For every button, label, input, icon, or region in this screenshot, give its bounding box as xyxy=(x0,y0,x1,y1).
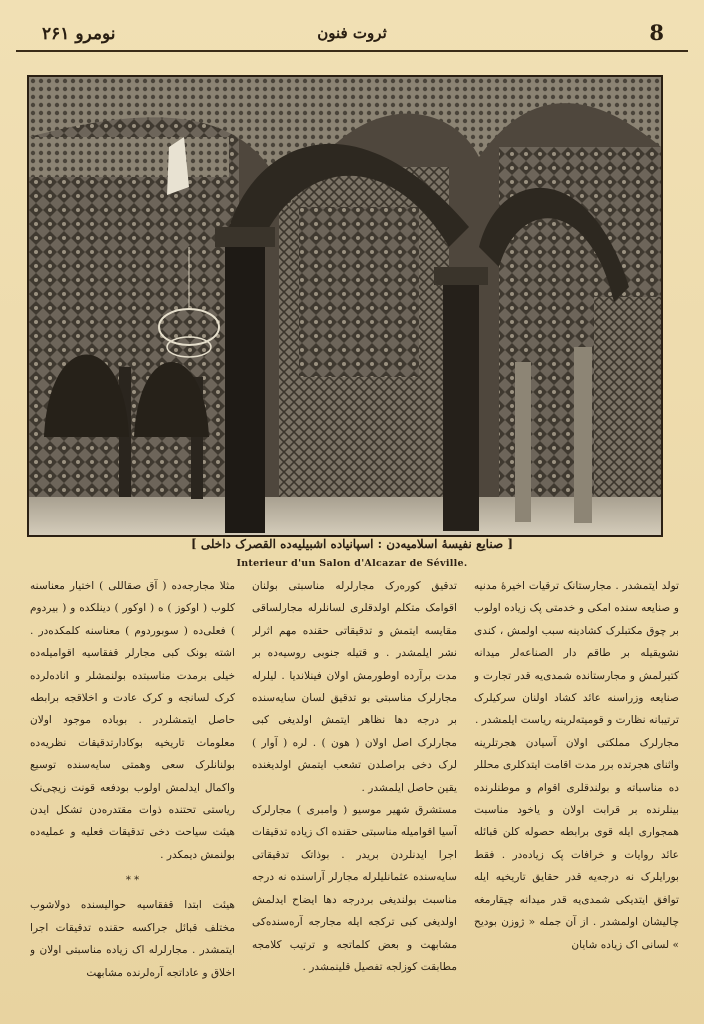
page-number: 8 xyxy=(649,20,664,45)
alcazar-interior-photo xyxy=(27,75,663,537)
paragraph: مجارلرک مملکتی اولان آسیادن هجرتلرینه واثنای هجرتده برر مدت اقامت ایتدکلری محللر ده مناسباته و بولندقلری اقوام و موطنلرنده بینلرنده بر قرابت اولان و یاخود مناسبت همجواری ایله قوی برابطه حصوله کلن قبائله عائد روایات و خرافات پک زیاده‌در . فقط بورایلرک نه درجه‌یه قدر حقایق تاریخیه ایله توافق ایتدیکی شمدی‌یه قدر میدانه چیقارمغه چالیشان اولمشدر . از آن جمله « ژوزن بودیح » لسانی اک زیاده شایان xyxy=(474,736,679,951)
paragraph: مستشرق شهیر موسیو ( وامبری ) مجارلرک آسیا اقوامیله مناسبتی حقنده اک زیاده تدقیقات اجرا ایدنلردن بریدر . بوذاتک تدقیقاتی سایه‌سنده عثمانلیلرله مجارلر آراسنده نه درجه مناسبت بولندیغی بردرجه دها ایضاح ایدلمش اولدیغی کبی ترکجه ایله مجارجه آره‌سنده‌کی مشابهت و بعض کلماتجه و ترتیب کلامجه مطابقت کوزلجه تفصیل قلینمشدر . xyxy=(252,804,457,973)
figure-caption-ottoman: [ صنایع نفیسهٔ اسلامیه‌دن : اسپانیاده اشبیلیه‌ده القصرک داخلی ] xyxy=(190,537,514,551)
section-separator: * * xyxy=(125,875,140,887)
page-header xyxy=(18,20,686,50)
paragraph: هیئت ابتدا قفقاسیه حوالیسنده دولاشوب مختلف قبائل جراکسه حقنده تدقیقات اجرا ایتمشدر . مجارلرله اک زیاده مناسبتی اولان و اخلاق و عاداتجه آره‌لرنده مشابهت xyxy=(30,899,235,979)
text-column-right xyxy=(474,575,679,1005)
issue-label: نومرو ۲۶۱ xyxy=(42,24,116,44)
header-rule xyxy=(16,50,688,52)
paragraph: تدقیق کوره‌رک مجارلرله مناسبتی بولنان اقوامک متکلم اولدقلری لسانلرله مجارلساقی مقایسه ایتمش و تدقیقاتی حقنده مهم اثرلر نشر ایلمشدر . و قتیله جنوبی روسیه‌ده بر مدت برآرده اوطورمش اولان فینلاندیا . لیلرله مجارلرک مناسبتی بو تدقیق لسان سایه‌سنده بر درجه دها نظاهر ایتمش اولدیغی کبی مجارلرک اصل اولان ( هون ) . لره ( آوار ) لرک دخی براصلدن تشعب ایتمش اولدیغنده یقین حاصل ایلمشدر . xyxy=(252,580,457,794)
journal-title: ثروت فنون xyxy=(317,24,387,42)
text-column-middle xyxy=(252,575,457,1005)
paragraph: مثلا مجارجه‌ده ( آق صقاللی ) اختیار معناسنه کلوب ( اوکوز ) ه ( اوکور ) دینلکده و ( بیردوم ) فعلی‌ده ( سوبوردوم ) معناسنه کلمکده‌در . اشته بونک کبی مجارلر قفقاسیه اقوامیله‌ده خیلی برمدت مناسبتده بولنمشلر و اناده‌لرده کرک لسانجه و کرک عادت و اخلاقجه برابطه حاصل ایتمشلردر . بوباده موجود اولان معلومات تاریخیه بوکادارتدقیقات نظریه‌ده بولنانلرک سعی وهمتی سایه‌سنده توسیع واکمال ایدلمش اولوب بودفعه قونت زیچی‌نک ریاستی تحتنده ذوات مقتدره‌دن تشکل ایدن هیئت سیاحت دخی تدقیقات فعلیه و عملیه‌ده بولنمش دیمکدر . xyxy=(30,580,235,861)
figure-caption-french: Interieur d'un Salon d'Alcazar de Séville. xyxy=(236,558,468,569)
text-column-left xyxy=(30,575,235,1005)
paragraph: تولد ایتمشدر . مجارستانک ترقیات اخیرهٔ مدنیه و صنایعه سنده امکی و خدمتی پک زیاده اولوب بر چوق مکتبلرک کشادینه سبب اولمش ، کندی نشویقیله بر طاقم دار الصناعه‌لر میدانه کتیرلمش و مجارستانده شمدی‌یه قدر تجارت و صنایعه وزراسنه عائد کشاد اولنان سرکیلرک ترتیبانه نظارت و قومیته‌لرینه ریاست ایلمشدر . xyxy=(474,580,679,727)
